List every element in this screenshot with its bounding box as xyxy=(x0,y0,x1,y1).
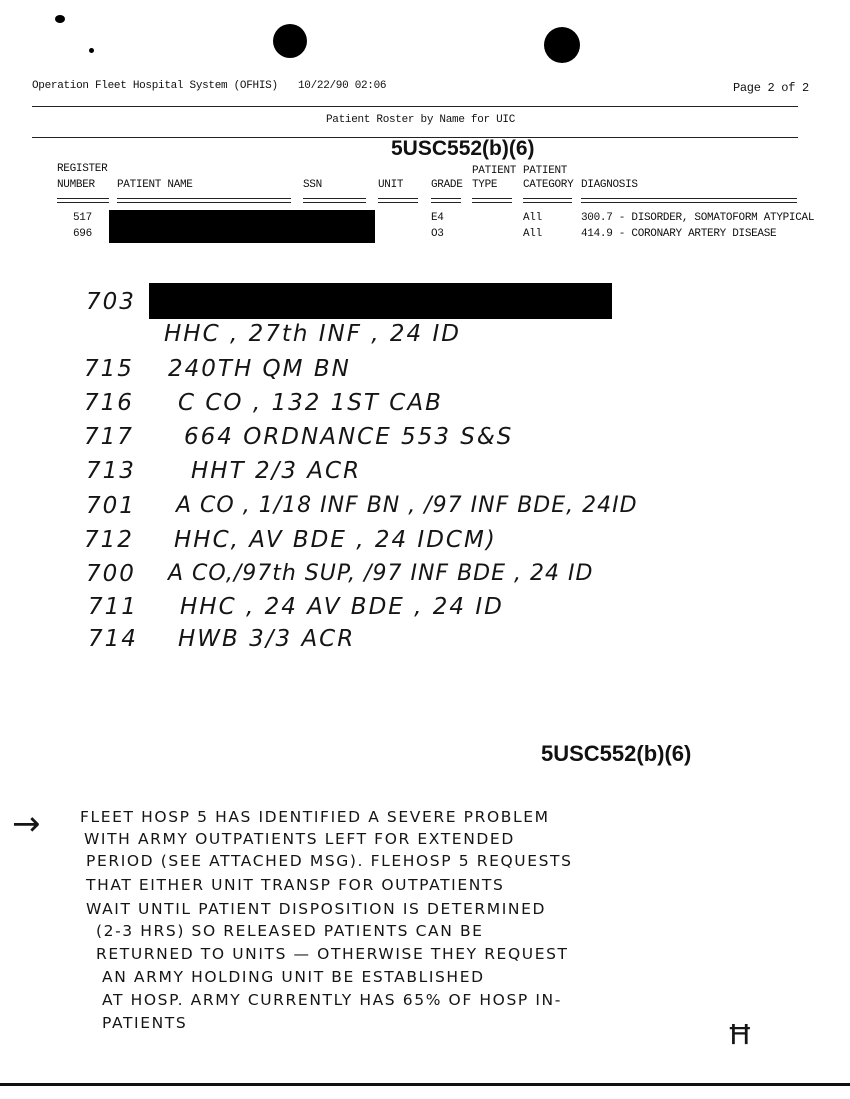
note-line: (2-3 HRS) SO RELEASED PATIENTS CAN BE xyxy=(96,922,484,940)
note-line: PERIOD (SEE ATTACHED MSG). FLEHOSP 5 REQUESTS xyxy=(86,852,573,870)
exemption-stamp-bottom: 5USC552(b)(6) xyxy=(541,741,692,766)
col-patient-name: PATIENT NAME xyxy=(117,179,193,191)
note-line: AN ARMY HOLDING UNIT BE ESTABLISHED xyxy=(102,968,485,986)
punch-hole-right xyxy=(544,27,580,63)
unit-name: A CO , 1/18 INF BN , /97 INF BDE, 24ID xyxy=(176,493,638,518)
unit-name: HHC , 24 AV BDE , 24 ID xyxy=(180,594,504,620)
row-category: All xyxy=(523,212,542,224)
row-register: 517 xyxy=(73,212,92,224)
unit-number: 712 xyxy=(84,527,134,553)
unit-number: 701 xyxy=(86,493,136,519)
unit-name: 240TH QM BN xyxy=(168,356,351,382)
col-diagnosis: DIAGNOSIS xyxy=(581,179,638,191)
unit-name: HHT 2/3 ACR xyxy=(191,458,362,484)
handwritten-mark: Ħ xyxy=(727,1018,753,1051)
unit-name: HHC, AV BDE , 24 IDCM) xyxy=(174,527,497,553)
unit-name: C CO , 132 1ST CAB xyxy=(178,390,443,416)
note-line: WITH ARMY OUTPATIENTS LEFT FOR EXTENDED xyxy=(84,830,515,848)
col-grade: GRADE xyxy=(431,179,463,191)
unit-number: 713 xyxy=(86,458,136,484)
unit-name: HHC , 27th INF , 24 ID xyxy=(164,321,461,347)
row-category: All xyxy=(523,228,542,240)
report-datetime: 10/22/90 02:06 xyxy=(298,80,387,92)
unit-number: 717 xyxy=(84,424,134,450)
col-ssn: SSN xyxy=(303,179,322,191)
note-line: RETURNED TO UNITS — OTHERWISE THEY REQUEST xyxy=(96,945,569,963)
row-register: 696 xyxy=(73,228,92,240)
page-number: Page 2 of 2 xyxy=(733,81,809,95)
ink-speck xyxy=(89,48,94,53)
unit-name: A CO,/97th SUP, /97 INF BDE , 24 ID xyxy=(168,561,594,586)
unit-name: HWB 3/3 ACR xyxy=(178,626,356,652)
col-patient-category-bottom: CATEGORY xyxy=(523,179,574,191)
col-patient-type-bottom: TYPE xyxy=(472,179,498,191)
unit-name: 664 ORDNANCE 553 S&S xyxy=(184,424,514,450)
column-underline xyxy=(472,198,512,203)
system-name: Operation Fleet Hospital System (OFHIS) xyxy=(32,80,278,92)
note-line: PATIENTS xyxy=(102,1014,188,1032)
note-line: THAT EITHER UNIT TRANSP FOR OUTPATIENTS xyxy=(86,876,505,894)
header-rule xyxy=(32,106,798,107)
note-line: FLEET HOSP 5 HAS IDENTIFIED A SEVERE PROBLEM xyxy=(80,808,550,826)
col-unit: UNIT xyxy=(378,179,404,191)
exemption-stamp-top: 5USC552(b)(6) xyxy=(391,137,535,160)
row-grade: E4 xyxy=(431,212,444,224)
unit-number: 700 xyxy=(86,561,136,587)
page-bottom-edge xyxy=(0,1083,850,1086)
unit-number: 716 xyxy=(84,390,134,416)
unit-number: 714 xyxy=(88,626,138,652)
col-register-bottom: NUMBER xyxy=(57,179,95,191)
column-underline xyxy=(57,198,109,203)
redaction-block xyxy=(109,210,375,243)
col-patient-category-top: PATIENT xyxy=(523,165,568,177)
col-patient-type-top: PATIENT xyxy=(472,165,517,177)
redaction-block xyxy=(149,283,612,319)
arrow-icon: → xyxy=(12,804,41,844)
column-underline xyxy=(303,198,366,203)
column-underline xyxy=(523,198,572,203)
punch-hole-left xyxy=(273,24,307,58)
note-line: WAIT UNTIL PATIENT DISPOSITION IS DETERMINED xyxy=(86,900,546,918)
unit-number: 715 xyxy=(84,356,134,382)
column-underline xyxy=(581,198,797,203)
row-diagnosis: 300.7 - DISORDER, SOMATOFORM ATYPICAL xyxy=(581,212,815,224)
row-grade: O3 xyxy=(431,228,444,240)
ink-speck xyxy=(55,15,65,23)
note-line: AT HOSP. ARMY CURRENTLY HAS 65% OF HOSP IN- xyxy=(102,991,562,1009)
column-underline xyxy=(117,198,291,203)
col-register-top: REGISTER xyxy=(57,163,108,175)
row-diagnosis: 414.9 - CORONARY ARTERY DISEASE xyxy=(581,228,777,240)
column-underline xyxy=(378,198,418,203)
column-underline xyxy=(431,198,461,203)
unit-number: 703 xyxy=(86,289,136,315)
report-title: Patient Roster by Name for UIC xyxy=(326,114,516,126)
unit-number: 711 xyxy=(88,594,138,620)
